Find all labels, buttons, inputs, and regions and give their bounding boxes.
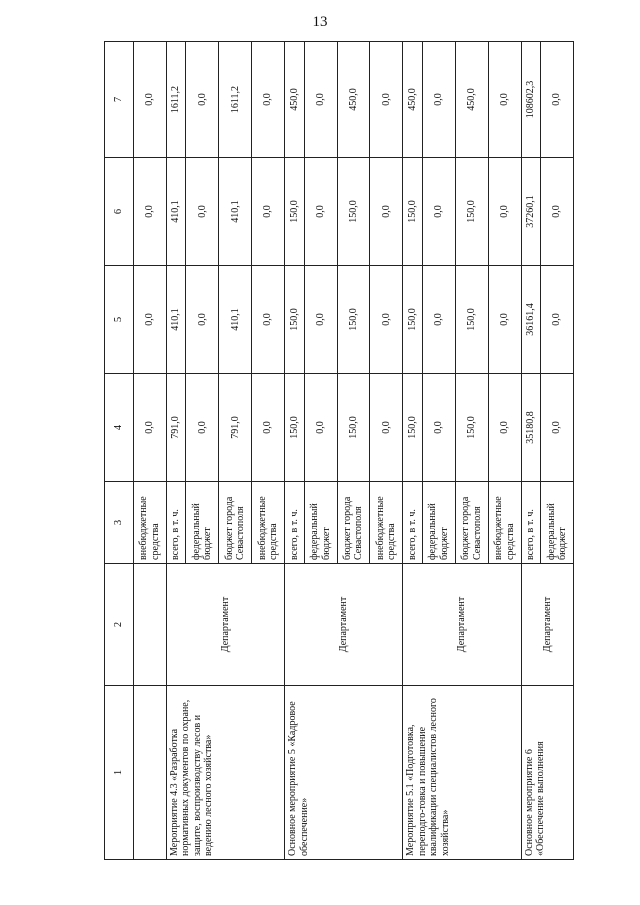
responsible-executor: Департамент: [521, 564, 573, 686]
value-col-5: 150,0: [455, 266, 488, 374]
value-col-6: 150,0: [403, 158, 422, 266]
value-col-4: 0,0: [370, 374, 403, 482]
value-col-5: 410,1: [219, 266, 252, 374]
funding-source: внебюджетные средства: [134, 482, 167, 564]
activity-name: [134, 686, 167, 860]
header-col-1: 1: [105, 686, 134, 860]
value-col-4: 0,0: [541, 374, 574, 482]
header-col-4: 4: [105, 374, 134, 482]
value-col-4: 0,0: [422, 374, 455, 482]
header-row: [105, 42, 134, 860]
page-number: 13: [312, 14, 328, 30]
value-col-6: 0,0: [304, 158, 337, 266]
funding-source: федеральный бюджет: [304, 482, 337, 564]
value-col-7: 0,0: [304, 42, 337, 158]
value-col-5: 0,0: [488, 266, 521, 374]
header-col-7: 7: [105, 42, 134, 158]
value-col-7: 0,0: [488, 42, 521, 158]
funding-source: федеральный бюджет: [186, 482, 219, 564]
table-row: [521, 42, 540, 860]
value-col-6: 150,0: [455, 158, 488, 266]
value-col-6: 410,1: [166, 158, 185, 266]
value-col-6: 0,0: [186, 158, 219, 266]
value-col-5: 0,0: [304, 266, 337, 374]
value-col-4: 0,0: [252, 374, 285, 482]
funding-source: федеральный бюджет: [422, 482, 455, 564]
value-col-5: 0,0: [541, 266, 574, 374]
value-col-7: 0,0: [370, 42, 403, 158]
responsible-executor: Департамент: [403, 564, 521, 686]
funding-source: внебюджетные средства: [488, 482, 521, 564]
value-col-7: 0,0: [541, 42, 574, 158]
value-col-6: 37260,1: [521, 158, 540, 266]
value-col-7: 450,0: [403, 42, 422, 158]
value-col-7: 1611,2: [219, 42, 252, 158]
value-col-7: 450,0: [285, 42, 304, 158]
value-col-6: 150,0: [285, 158, 304, 266]
funding-source: бюджет города Севастополя: [455, 482, 488, 564]
value-col-6: 0,0: [541, 158, 574, 266]
funding-source: всего, в т. ч.: [403, 482, 422, 564]
value-col-6: 0,0: [488, 158, 521, 266]
value-col-5: 0,0: [422, 266, 455, 374]
funding-source: внебюджетные средства: [252, 482, 285, 564]
value-col-5: 150,0: [337, 266, 370, 374]
value-col-5: 150,0: [285, 266, 304, 374]
value-col-6: 0,0: [134, 158, 167, 266]
funding-source: всего, в т. ч.: [285, 482, 304, 564]
responsible-executor: Департамент: [285, 564, 403, 686]
value-col-4: 791,0: [166, 374, 185, 482]
header-col-2: 2: [105, 564, 134, 686]
activity-name: Основное мероприятие 6 «Обеспечение выполнения: [521, 686, 573, 860]
value-col-4: 150,0: [285, 374, 304, 482]
value-col-4: 0,0: [134, 374, 167, 482]
header-col-5: 5: [105, 266, 134, 374]
value-col-4: 150,0: [337, 374, 370, 482]
responsible-executor: [134, 564, 167, 686]
header-col-3: 3: [105, 482, 134, 564]
value-col-5: 0,0: [134, 266, 167, 374]
table-row: [166, 42, 185, 860]
value-col-7: 450,0: [455, 42, 488, 158]
value-col-4: 150,0: [403, 374, 422, 482]
funding-source: федеральный бюджет: [541, 482, 574, 564]
funding-source: внебюджетные средства: [370, 482, 403, 564]
value-col-7: 0,0: [186, 42, 219, 158]
funding-source: всего, в т. ч.: [166, 482, 185, 564]
value-col-7: 108602,3: [521, 42, 540, 158]
table-row: [403, 42, 422, 860]
funding-source: всего, в т. ч.: [521, 482, 540, 564]
value-col-6: 150,0: [337, 158, 370, 266]
value-col-4: 35180,8: [521, 374, 540, 482]
funding-table: [104, 41, 574, 860]
value-col-4: 0,0: [304, 374, 337, 482]
header-col-6: 6: [105, 158, 134, 266]
value-col-5: 150,0: [403, 266, 422, 374]
table-row: [285, 42, 304, 860]
value-col-7: 0,0: [422, 42, 455, 158]
value-col-7: 0,0: [252, 42, 285, 158]
funding-source: бюджет города Севастополя: [337, 482, 370, 564]
value-col-5: 0,0: [370, 266, 403, 374]
value-col-7: 0,0: [134, 42, 167, 158]
responsible-executor: Департамент: [166, 564, 284, 686]
value-col-6: 0,0: [370, 158, 403, 266]
activity-name: Основное мероприятие 5 «Кадровое обеспечение»: [285, 686, 403, 860]
value-col-6: 0,0: [252, 158, 285, 266]
value-col-5: 36161,4: [521, 266, 540, 374]
value-col-5: 0,0: [186, 266, 219, 374]
value-col-4: 150,0: [455, 374, 488, 482]
value-col-4: 791,0: [219, 374, 252, 482]
value-col-4: 0,0: [488, 374, 521, 482]
value-col-6: 0,0: [422, 158, 455, 266]
funding-source: бюджет города Севастополя: [219, 482, 252, 564]
value-col-4: 0,0: [186, 374, 219, 482]
value-col-5: 0,0: [252, 266, 285, 374]
value-col-6: 410,1: [219, 158, 252, 266]
activity-name: Мероприятие 5.1 «Подготовка, переподго-товка и повышение квалификации специалистов лесного хозяйства»: [403, 686, 521, 860]
activity-name: Мероприятие 4.3 «Разработка нормативных документов по охране, защите, воспроизводству лесов и ведению лесного хозяйства»: [166, 686, 284, 860]
value-col-7: 450,0: [337, 42, 370, 158]
table-row: [134, 42, 167, 860]
value-col-7: 1611,2: [166, 42, 185, 158]
value-col-5: 410,1: [166, 266, 185, 374]
rotated-table-container: [104, 42, 574, 860]
